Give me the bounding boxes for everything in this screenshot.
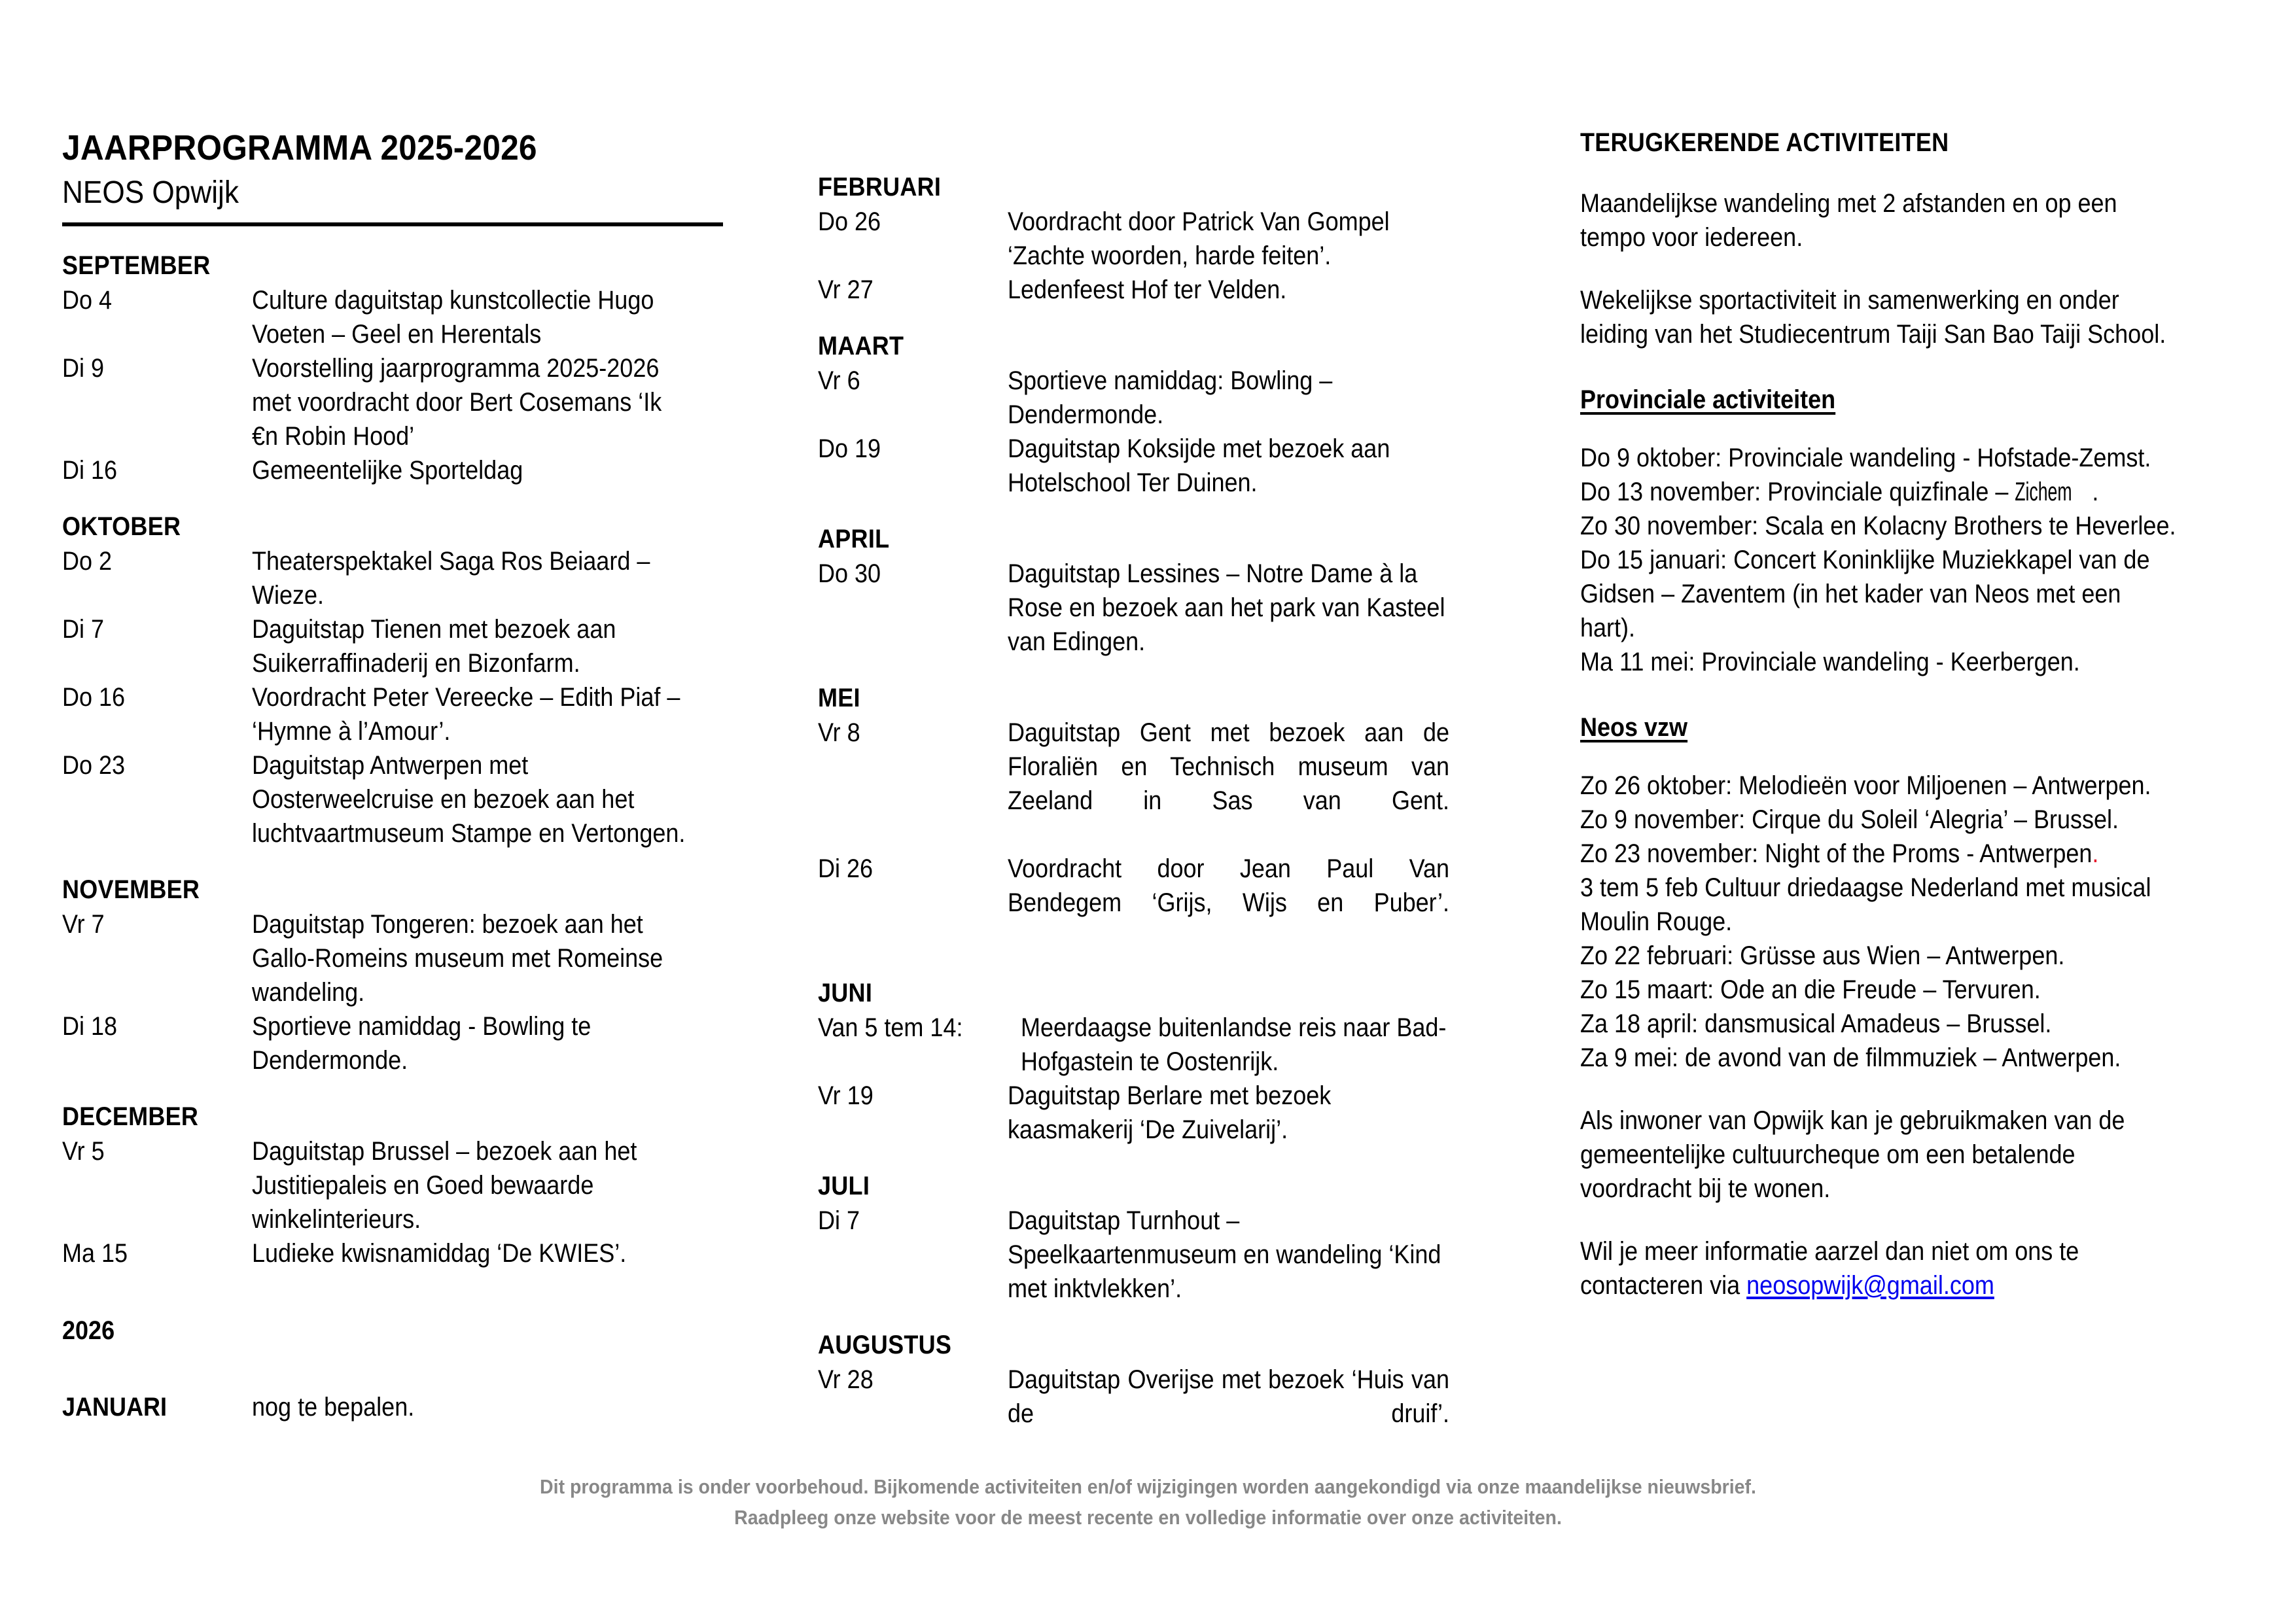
entry-date: Di 7 <box>818 1206 860 1235</box>
month-block <box>818 1172 1498 1306</box>
neos-vzw-activity-item: Zo 26 oktober: Melodieën voor Miljoenen – Antwerpen. <box>1580 771 2151 800</box>
entry-description: Daguitstap Gent met bezoek aan de Floraliën en Technisch museum van Zeeland in Sas van Gent. <box>1008 718 1449 815</box>
month-block <box>62 875 743 1077</box>
month-block <box>818 525 1498 659</box>
recurring-activity-paragraph: Wekelijkse sportactiviteit in samenwerking en onder leiding van het Studiecentrum Taiji San Bao Taiji School. <box>1580 286 2166 349</box>
entry-date: Vr 19 <box>818 1081 874 1110</box>
entry-description: Daguitstap Brussel – bezoek aan het Justitiepaleis en Goed bewaarde winkelinterieurs. <box>252 1137 637 1234</box>
provincial-subheading-wrap <box>1580 385 2248 415</box>
neos-vzw-activity-item: Zo 22 februari: Grüsse aus Wien – Antwerpen. <box>1580 941 2065 970</box>
schedule-entry <box>818 852 1498 954</box>
column-left <box>62 0 743 1424</box>
entry-description: Daguitstap Koksijde met bezoek aan Hotelschool Ter Duinen. <box>1008 434 1390 497</box>
entry-description: Ludieke kwisnamiddag ‘De KWIES’. <box>252 1239 627 1268</box>
entry-date: Di 16 <box>62 456 118 485</box>
month-heading: DECEMBER <box>62 1102 199 1132</box>
provincial-activity-item: Zo 30 november: Scala en Kolacny Brothers te Heverlee. <box>1580 512 2176 540</box>
entry-description: Voordracht door Jean Paul Van Bendegem ‘Grijs, Wijs en Puber’. <box>1008 854 1449 917</box>
month-heading: APRIL <box>818 525 890 553</box>
month-heading: NOVEMBER <box>62 875 200 905</box>
schedule-entry <box>62 907 743 1009</box>
entry-date: Di 26 <box>818 854 874 883</box>
provincial-activity-item: Ma 11 mei: Provinciale wandeling - Keerbergen. <box>1580 648 2080 676</box>
year-marker: 2026 <box>62 1316 115 1346</box>
entry-date: Do 30 <box>818 559 881 588</box>
schedule-entry <box>62 453 743 487</box>
entry-date: Do 2 <box>62 547 113 576</box>
schedule-entry <box>818 1204 1498 1306</box>
entry-date: Di 9 <box>62 354 105 383</box>
column-middle <box>818 0 1498 1465</box>
month-block <box>62 251 743 487</box>
schedule-entry <box>62 1236 743 1270</box>
month-heading: AUGUSTUS <box>818 1331 952 1359</box>
page-title: JAARPROGRAMMA 2025-2026 <box>62 128 537 167</box>
neos-vzw-activity-item: Za 9 mei: de avond van de filmmuziek – Antwerpen. <box>1580 1043 2121 1072</box>
schedule-entry <box>818 557 1498 659</box>
recurring-activities-paragraphs <box>1580 186 2248 351</box>
entry-date: Di 7 <box>62 615 105 644</box>
column-middle-spacer <box>818 0 1498 148</box>
entry-description: Voordracht Peter Vereecke – Edith Piaf – ‘Hymne à l’Amour’. <box>252 683 680 746</box>
provincial-activities-list <box>1580 441 2181 679</box>
month-block <box>818 173 1498 307</box>
month-block <box>818 684 1498 954</box>
entry-description: Voorstelling jaarprogramma 2025-2026 met voordracht door Bert Cosemans ‘Ik €n Robin Hood’ <box>252 354 662 451</box>
entry-date: Do 19 <box>818 434 881 463</box>
month-block <box>818 332 1498 500</box>
footer-line-1: Dit programma is onder voorbehoud. Bijkomende activiteiten en/of wijzigingen worden aangekondigd via onze maandelijkse nieuwsbrief. <box>540 1475 1756 1498</box>
contact-text: Wil je meer informatie aarzel dan niet om ons te contacteren via <box>1580 1237 2079 1300</box>
entry-description: Ledenfeest Hof ter Velden. <box>1008 275 1287 304</box>
entry-date: Vr 6 <box>818 366 860 395</box>
entry-description: Daguitstap Turnhout – Speelkaartenmuseum en wandeling ‘Kind met inktvlekken’. <box>1008 1206 1441 1303</box>
month-heading: FEBRUARI <box>818 173 942 201</box>
provincial-activity-item: Do 15 januari: Concert Koninklijke Muziekkapel van de Gidsen – Zaventem (in het kader van Neos met een hart). <box>1580 546 2150 642</box>
entry-date: Vr 27 <box>818 275 874 304</box>
entry-date: Do 26 <box>818 207 881 236</box>
entry-description: Sportieve namiddag: Bowling – Dendermonde. <box>1008 366 1333 429</box>
neos-vzw-activity-item: Zo 9 november: Cirque du Soleil ‘Alegria’ – Brussel. <box>1580 805 2119 834</box>
email-link[interactable]: neosopwijk@gmail.com <box>1746 1271 1994 1300</box>
entry-januari <box>62 1390 743 1424</box>
entry-date: Vr 5 <box>62 1137 105 1166</box>
closing-paragraphs <box>1580 1104 2248 1206</box>
month-block <box>818 979 1498 1147</box>
entry-description: Daguitstap Lessines – Notre Dame à la Rose en bezoek aan het park van Kasteel van Edingen. <box>1008 559 1445 656</box>
page-subtitle: NEOS Opwijk <box>62 175 239 211</box>
neos-vzw-subheading-wrap <box>1580 713 2248 742</box>
entry-date: Ma 15 <box>62 1239 128 1268</box>
recurring-activity-paragraph: Maandelijkse wandeling met 2 afstanden en op een tempo voor iedereen. <box>1580 189 2117 252</box>
entry-description: Daguitstap Antwerpen met Oosterweelcruise en bezoek aan het luchtvaartmuseum Stampe en Vertongen. <box>252 751 686 848</box>
entry-date: JANUARI <box>62 1393 168 1422</box>
schedule-entry <box>62 612 743 680</box>
month-block <box>818 1331 1498 1465</box>
entry-date: Vr 8 <box>818 718 860 747</box>
entry-description: Gemeentelijke Sporteldag <box>252 456 523 485</box>
contact-paragraph <box>1580 1234 2181 1302</box>
month-heading: SEPTEMBER <box>62 251 211 281</box>
provincial-activity-item: Do 13 november: Provinciale quizfinale – Zichem . <box>1580 475 2181 509</box>
month-block <box>62 1102 743 1270</box>
neos-vzw-activity-item: Zo 15 maart: Ode an die Freude – Tervuren. <box>1580 975 2041 1004</box>
schedule-entry <box>818 432 1498 500</box>
neos-vzw-activity-item: 3 tem 5 feb Cultuur driedaagse Nederland met musical Moulin Rouge. <box>1580 873 2151 936</box>
neos-vzw-subheading: Neos vzw <box>1580 713 1688 742</box>
provincial-subheading: Provinciale activiteiten <box>1580 385 1836 414</box>
month-block <box>62 512 743 850</box>
schedule-entry <box>818 364 1498 432</box>
entry-description: Theaterspektakel Saga Ros Beiaard – Wieze. <box>252 547 650 610</box>
schedule-entry <box>62 351 743 453</box>
month-heading: JUNI <box>818 979 873 1007</box>
month-list-middle <box>818 173 1498 1465</box>
entry-description: Daguitstap Berlare met bezoek kaasmakerij ‘De Zuivelarij’. <box>1008 1081 1332 1144</box>
schedule-entry <box>818 1363 1498 1465</box>
red-period-mark: . <box>2092 839 2099 868</box>
neos-vzw-activity-item: Zo 23 november: Night of the Proms - Antwerpen. <box>1580 839 2099 868</box>
schedule-entry <box>62 544 743 612</box>
entry-description: Daguitstap Tienen met bezoek aan Suikerraffinaderij en Bizonfarm. <box>252 615 616 678</box>
entry-description: Daguitstap Tongeren: bezoek aan het Gallo-Romeins museum met Romeinse wandeling. <box>252 910 663 1007</box>
entry-date: Do 4 <box>62 286 113 315</box>
document-header <box>62 128 743 226</box>
condensed-place-name: Zichem <box>2015 478 2072 506</box>
entry-description: Meerdaagse buitenlandse reis naar Bad-Hofgastein te Oostenrijk. <box>1021 1013 1447 1076</box>
month-heading: OKTOBER <box>62 512 181 542</box>
month-list-left <box>62 251 743 1270</box>
entry-description: Culture daguitstap kunstcollectie Hugo Voeten – Geel en Herentals <box>252 286 654 349</box>
schedule-entry <box>818 273 1498 307</box>
entry-description: nog te bepalen. <box>252 1393 415 1422</box>
header-divider <box>62 222 723 226</box>
month-heading: MAART <box>818 332 904 360</box>
column-right <box>1580 0 2248 1302</box>
entry-description: Sportieve namiddag - Bowling te Dendermonde. <box>252 1012 592 1075</box>
entry-description: Voordracht door Patrick Van Gompel ‘Zachte woorden, harde feiten’. <box>1008 207 1390 270</box>
month-heading: MEI <box>818 684 860 712</box>
entry-date: Di 18 <box>62 1012 118 1041</box>
schedule-entry <box>818 205 1498 273</box>
schedule-entry <box>62 680 743 748</box>
schedule-entry <box>818 1079 1498 1147</box>
schedule-entry <box>818 1011 1498 1079</box>
footer-line-2: Raadpleeg onze website voor de meest recente en volledige informatie over onze activiteiten. <box>734 1505 1562 1529</box>
closing-paragraph: Als inwoner van Opwijk kan je gebruikmaken van de gemeentelijke cultuurcheque om een betalende voordracht bij te wonen. <box>1580 1106 2125 1203</box>
month-heading: JULI <box>818 1172 870 1200</box>
schedule-entry <box>62 1134 743 1236</box>
entry-date: Do 16 <box>62 683 126 712</box>
schedule-entry <box>62 283 743 351</box>
entry-date: Van 5 tem 14: <box>818 1013 963 1042</box>
neos-vzw-activities-list <box>1580 769 2181 1075</box>
page-footer <box>0 1472 2296 1533</box>
recurring-activities-heading: TERUGKERENDE ACTIVITEITEN <box>1580 128 1949 157</box>
neos-vzw-activity-item: Za 18 april: dansmusical Amadeus – Brussel. <box>1580 1009 2052 1038</box>
entry-date: Vr 7 <box>62 910 105 939</box>
provincial-activity-item: Do 9 oktober: Provinciale wandeling - Hofstade-Zemst. <box>1580 444 2151 472</box>
entry-date: Vr 28 <box>818 1365 874 1394</box>
entry-date: Do 23 <box>62 751 126 780</box>
schedule-entry <box>62 748 743 850</box>
entry-description: Daguitstap Overijse met bezoek ‘Huis van de druif’. <box>1008 1365 1449 1428</box>
schedule-entry <box>62 1009 743 1077</box>
schedule-entry <box>818 716 1498 852</box>
